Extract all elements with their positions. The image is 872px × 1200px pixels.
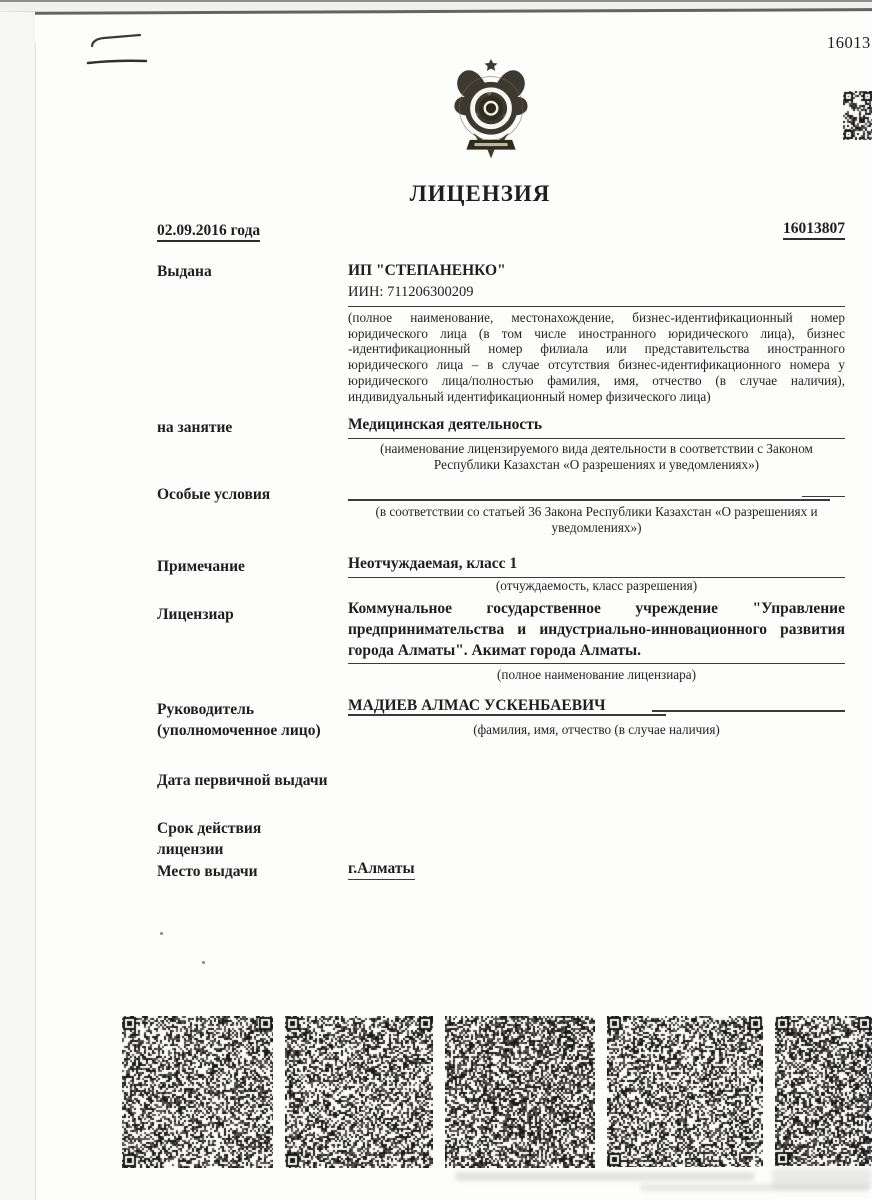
scan-left-margin xyxy=(0,12,35,1200)
field-caption-special: (в соответствии со статьей 36 Закона Республики Казахстан «О разрешениях и уведомлениях») xyxy=(375,504,818,535)
value-underline xyxy=(652,710,845,712)
field-value-licensor: Коммунальное государственное учреждение "Управление предпринимательства и индустриально-инновационного развития города Алматы". Акимат города Алматы. xyxy=(348,598,845,664)
license-number: 16013807 xyxy=(660,220,845,238)
barcode-stamp xyxy=(445,1016,595,1168)
blank-value-line xyxy=(348,499,830,501)
field-label-issued: Выдана xyxy=(157,263,212,280)
barcode-stamp xyxy=(285,1016,433,1168)
field-caption-head: (фамилия, имя, отчество (в случае наличия) xyxy=(473,722,720,737)
issue-date: 02.09.2016 года xyxy=(157,222,260,240)
ghost-smudge xyxy=(455,1172,755,1181)
field-label-head: Руководитель (уполномоченное лицо) xyxy=(157,701,321,739)
field-value-note: Неотчуждаемая, класс 1 xyxy=(348,554,845,578)
kazakhstan-emblem-icon xyxy=(447,57,535,163)
field-caption-note: (отчуждаемость, класс разрешения) xyxy=(495,578,698,593)
field-caption-issued: (полное наименование, местонахождение, бизнес-идентификационный номер юридического лица (в том числе иностранного юридического лица), бизнес -идентификационный номер филиала или представительства иностранного юридического лица – в случае отсутствия бизнес-идентификационного номера у юридического лица/полностью фамилия, имя, отчество (в случае наличия), индивидуальный идентификационный номер физического лица) xyxy=(348,310,845,404)
field-value-place: г.Алматы xyxy=(348,859,845,879)
field-label-place: Место выдачи xyxy=(157,863,258,880)
ghost-smudge xyxy=(772,1168,872,1188)
field-label-licensor: Лицензиар xyxy=(157,606,234,623)
barcode-stamp xyxy=(607,1016,763,1167)
scan-speck xyxy=(202,961,205,964)
field-label-special: Особые условия xyxy=(157,486,271,503)
field-caption-licensor: (полное наименование лицензиара) xyxy=(497,667,696,682)
field-label-first-issue: Дата первичной выдачи xyxy=(157,772,328,789)
field-value-head: МАДИЕВ АЛМАС УСКЕНБАЕВИЧ xyxy=(348,697,606,714)
issued-name: ИП "СТЕПАНЕНКО" xyxy=(348,262,506,279)
barcode-stamp xyxy=(775,1016,872,1166)
field-value-activity: Медицинская деятельность xyxy=(348,415,845,439)
page-fold-line xyxy=(35,42,36,1200)
barcode-stamp xyxy=(122,1016,273,1168)
field-value-issued xyxy=(348,258,845,307)
corner-license-number: 16013 xyxy=(827,33,871,52)
field-label-validity: Срок действия лицензии xyxy=(157,820,262,858)
staple-mark-icon xyxy=(82,32,152,70)
field-caption-activity: (наименование лицензируемого вида деятельности в соответствии с Законом Республики Казахстан «О разрешениях и уведомлениях») xyxy=(380,441,813,472)
blank-value-line xyxy=(802,496,845,498)
scan-speck xyxy=(160,932,163,935)
issued-iin: ИИН: 711206300209 xyxy=(348,283,845,307)
qr-code xyxy=(843,91,872,140)
document-title: ЛИЦЕНЗИЯ xyxy=(409,181,551,206)
field-label-activity: на занятие xyxy=(157,419,233,436)
field-label-note: Примечание xyxy=(157,558,245,575)
value-underline xyxy=(348,714,666,716)
